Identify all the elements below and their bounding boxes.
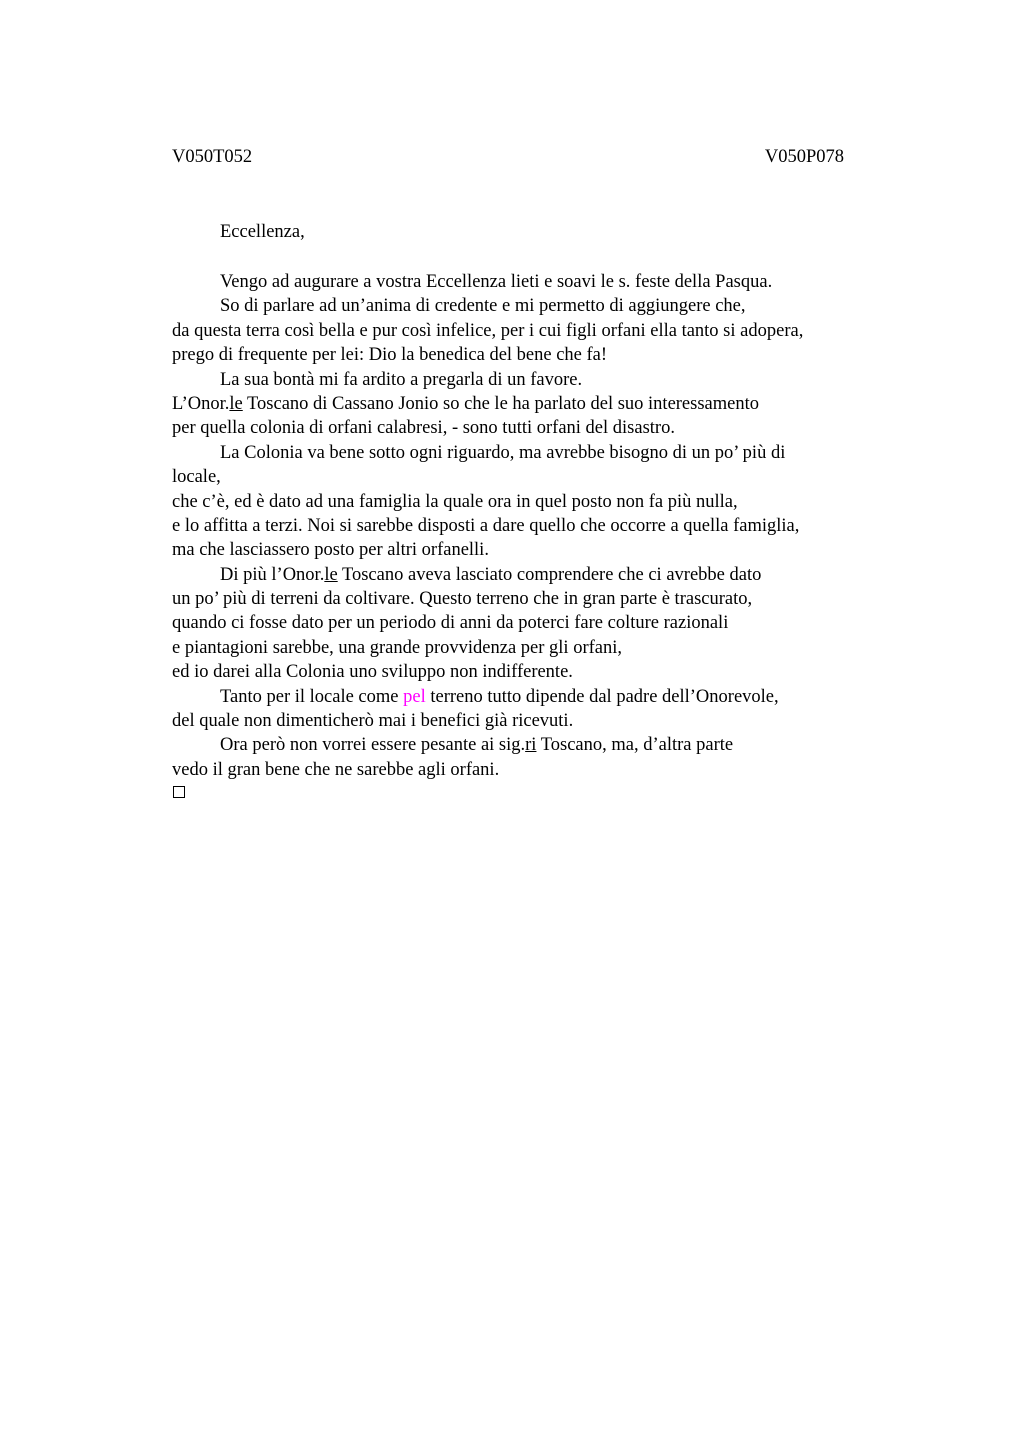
text-run: Toscano, ma, d’altra parte	[536, 735, 734, 756]
underlined-abbreviation: le	[324, 564, 338, 585]
paragraph-line: locale,	[172, 467, 221, 488]
paragraph-line: So di parlare ad un’anima di credente e mi permetto di aggiungere che,	[220, 296, 746, 317]
paragraph-line	[172, 563, 892, 587]
highlighted-word: pel	[403, 686, 426, 707]
page-header	[172, 147, 844, 171]
end-of-text-square-icon	[173, 786, 185, 798]
text-run: L’Onor.	[172, 393, 230, 414]
page-code: V050P078	[764, 147, 844, 167]
paragraph-line: e lo affitta a terzi. Noi si sarebbe disposti a dare quello che occorre a quella famiglia,	[172, 515, 800, 536]
paragraph-line: Vengo ad augurare a vostra Eccellenza lieti e soavi le s. feste della Pasqua.	[220, 272, 773, 292]
underlined-abbreviation: ri	[525, 735, 537, 756]
paragraph-line: del quale non dimenticherò mai i benefici già ricevuti.	[172, 711, 574, 732]
paragraph-line: e piantagioni sarebbe, una grande provvidenza per gli orfani,	[172, 637, 622, 658]
paragraph-line: La sua bontà mi fa ardito a pregarla di un favore.	[220, 369, 583, 390]
paragraph-line: da questa terra così bella e pur così infelice, per i cui figli orfani ella tanto si adopera,	[172, 320, 804, 341]
text-run: Tanto per il locale come	[220, 686, 404, 707]
paragraph-line	[172, 685, 892, 709]
salutation: Eccellenza,	[220, 222, 305, 242]
underlined-abbreviation: le	[229, 393, 243, 414]
text-run: Toscano aveva lasciato comprendere che ci avrebbe dato	[337, 564, 762, 585]
text-run: terreno tutto dipende dal padre dell’Onorevole,	[425, 686, 779, 707]
paragraph-line	[172, 392, 892, 416]
paragraph-line: per quella colonia di orfani calabresi, - sono tutti orfani del disastro.	[172, 418, 675, 439]
paragraph-line: ma che lasciassero posto per altri orfanelli.	[172, 540, 489, 561]
paragraph-line	[172, 733, 892, 757]
paragraph-line: vedo il gran bene che ne sarebbe agli orfani.	[172, 759, 500, 780]
document-code: V050T052	[172, 147, 253, 167]
text-run: Ora però non vorrei essere pesante ai sig.	[220, 735, 526, 756]
text-run: Di più l’Onor.	[220, 564, 325, 585]
paragraph-line: un po’ più di terreni da coltivare. Questo terreno che in gran parte è trascurato,	[172, 589, 753, 610]
paragraph-line: quando ci fosse dato per un periodo di anni da poterci fare colture razionali	[172, 613, 729, 634]
paragraph-line: ed io darei alla Colonia uno sviluppo non indifferente.	[172, 662, 573, 683]
paragraph-line: prego di frequente per lei: Dio la benedica del bene che fa!	[172, 345, 608, 366]
letter-body	[172, 270, 892, 782]
paragraph-line: La Colonia va bene sotto ogni riguardo, ma avrebbe bisogno di un po’ più di	[220, 442, 786, 463]
text-run: Toscano di Cassano Jonio so che le ha parlato del suo interessamento	[242, 393, 759, 414]
paragraph-line: che c’è, ed è dato ad una famiglia la quale ora in quel posto non fa più nulla,	[172, 491, 738, 512]
